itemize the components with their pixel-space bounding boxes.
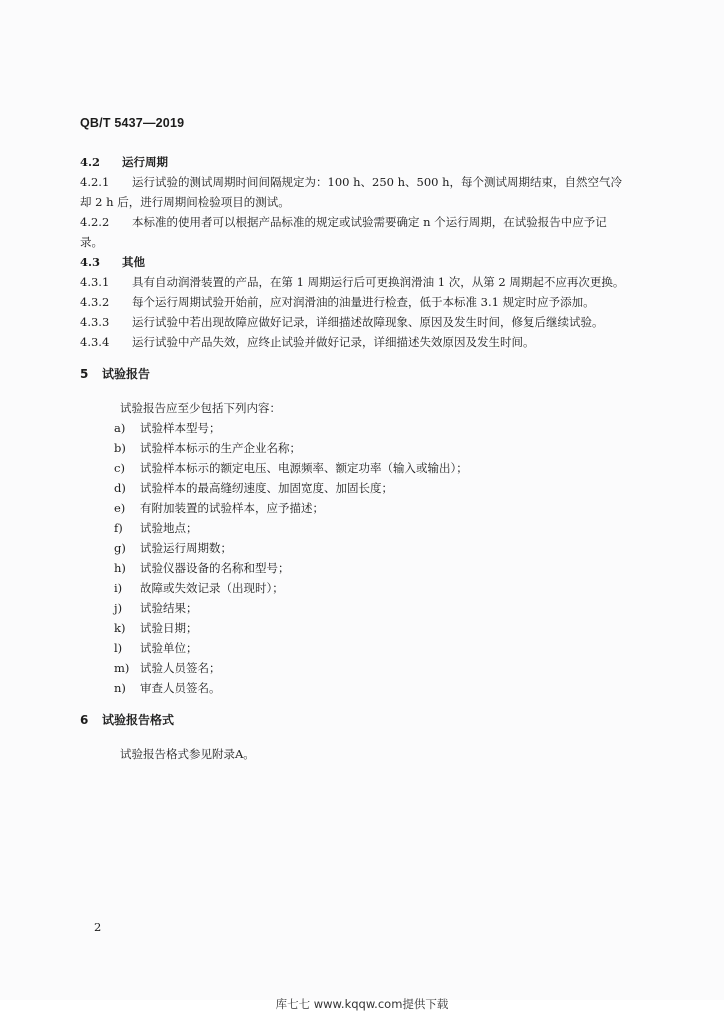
list-item [80,598,650,618]
clause-heading-4-2 [80,152,650,172]
list-item-label: n) [114,681,126,695]
clause-number: 4.3 [80,255,101,269]
list-item [80,538,650,558]
clause-number: 4.3.3 [80,315,110,329]
list-item-text: 试验人员签名； [140,661,221,675]
clause-text-continued: 录。 [80,235,103,249]
list-item-text: 试验单位； [140,641,198,655]
document-body [80,152,650,764]
list-item-label: g) [114,541,126,555]
list-item-text: 有附加装置的试验样本，应予描述； [140,501,324,515]
section-number: 5 [80,367,89,381]
section-6-text: 试验报告格式参见附录A。 [120,747,255,761]
list-item-text: 审查人员签名。 [140,681,221,695]
list-item [80,418,650,438]
clause-number: 4.3.1 [80,275,110,289]
list-item [80,478,650,498]
list-item-label: c) [114,461,125,475]
clause-4-2-2 [80,212,650,252]
section-title: 试验报告格式 [102,713,175,727]
list-item [80,618,650,638]
list-item [80,578,650,598]
clause-title: 其他 [122,255,145,269]
list-item [80,498,650,518]
list-item-text: 试验结果； [140,601,198,615]
list-item-label: a) [114,421,126,435]
list-item-text: 试验样本标示的生产企业名称； [140,441,301,455]
list-item-label: l) [114,641,123,655]
page-number: 2 [94,920,102,934]
list-item-label: d) [114,481,126,495]
list-item-label: m) [114,661,130,675]
section-5-intro: 试验报告应至少包括下列内容： [120,401,281,415]
section-heading-6 [80,710,650,730]
list-item [80,558,650,578]
clause-4-3-4 [80,332,650,352]
list-item-text: 试验仪器设备的名称和型号； [140,561,290,575]
clause-4-3-1 [80,272,650,292]
list-item-text: 试验运行周期数； [140,541,232,555]
download-watermark: 库七七 www.kqqw.com提供下载 [275,997,449,1011]
clause-text: 运行试验的测试周期时间间隔规定为：100 h、250 h、500 h，每个测试周期结束，自然空气冷 [132,175,623,189]
document-id: QB/T 5437—2019 [80,116,185,130]
clause-text: 运行试验中若出现故障应做好记录，详细描述故障现象、原因及发生时间，修复后继续试验。 [132,315,604,329]
list-item-label: j) [114,601,123,615]
list-item-text: 试验样本型号； [140,421,221,435]
clause-text: 运行试验中产品失效，应终止试验并做好记录，详细描述失效原因及发生时间。 [132,335,535,349]
list-item [80,678,650,698]
list-item-label: e) [114,501,126,515]
list-item-text: 试验样本标示的额定电压、电源频率、额定功率（输入或输出）； [140,461,468,475]
list-item-text: 故障或失效记录（出现时）； [140,581,284,595]
clause-number: 4.2.2 [80,215,110,229]
section-title: 试验报告 [102,367,151,381]
clause-4-3-2 [80,292,650,312]
clause-heading-4-3 [80,252,650,272]
list-item-label: k) [114,621,126,635]
clause-text: 本标准的使用者可以根据产品标准的规定或试验需要确定 n 个运行周期，在试验报告中应予记 [132,215,607,229]
list-item-label: i) [114,581,123,595]
list-item-text: 试验样本的最高缝纫速度、加固宽度、加固长度； [140,481,393,495]
list-item [80,518,650,538]
list-item [80,658,650,678]
clause-number: 4.2 [80,155,101,169]
clause-number: 4.3.2 [80,295,110,309]
clause-text: 每个运行周期试验开始前，应对润滑油的油量进行检查，低于本标准 3.1 规定时应予添加。 [132,295,595,309]
clause-number: 4.2.1 [80,175,110,189]
report-items-list [80,418,650,698]
clause-text: 具有自动润滑装置的产品，在第 1 周期运行后可更换润滑油 1 次，从第 2 周期起不应再次更换。 [132,275,625,289]
list-item-text: 试验日期； [140,621,198,635]
section-number: 6 [80,713,89,727]
list-item-text: 试验地点； [140,521,198,535]
list-item [80,638,650,658]
list-item-label: h) [114,561,126,575]
list-item-label: b) [114,441,126,455]
clause-4-2-1 [80,172,650,212]
section-heading-5 [80,364,650,384]
clause-number: 4.3.4 [80,335,110,349]
clause-title: 运行周期 [122,155,168,169]
clause-text-continued: 却 2 h 后，进行周期间检验项目的测试。 [80,195,290,209]
list-item [80,438,650,458]
list-item-label: f) [114,521,123,535]
clause-4-3-3 [80,312,650,332]
list-item [80,458,650,478]
